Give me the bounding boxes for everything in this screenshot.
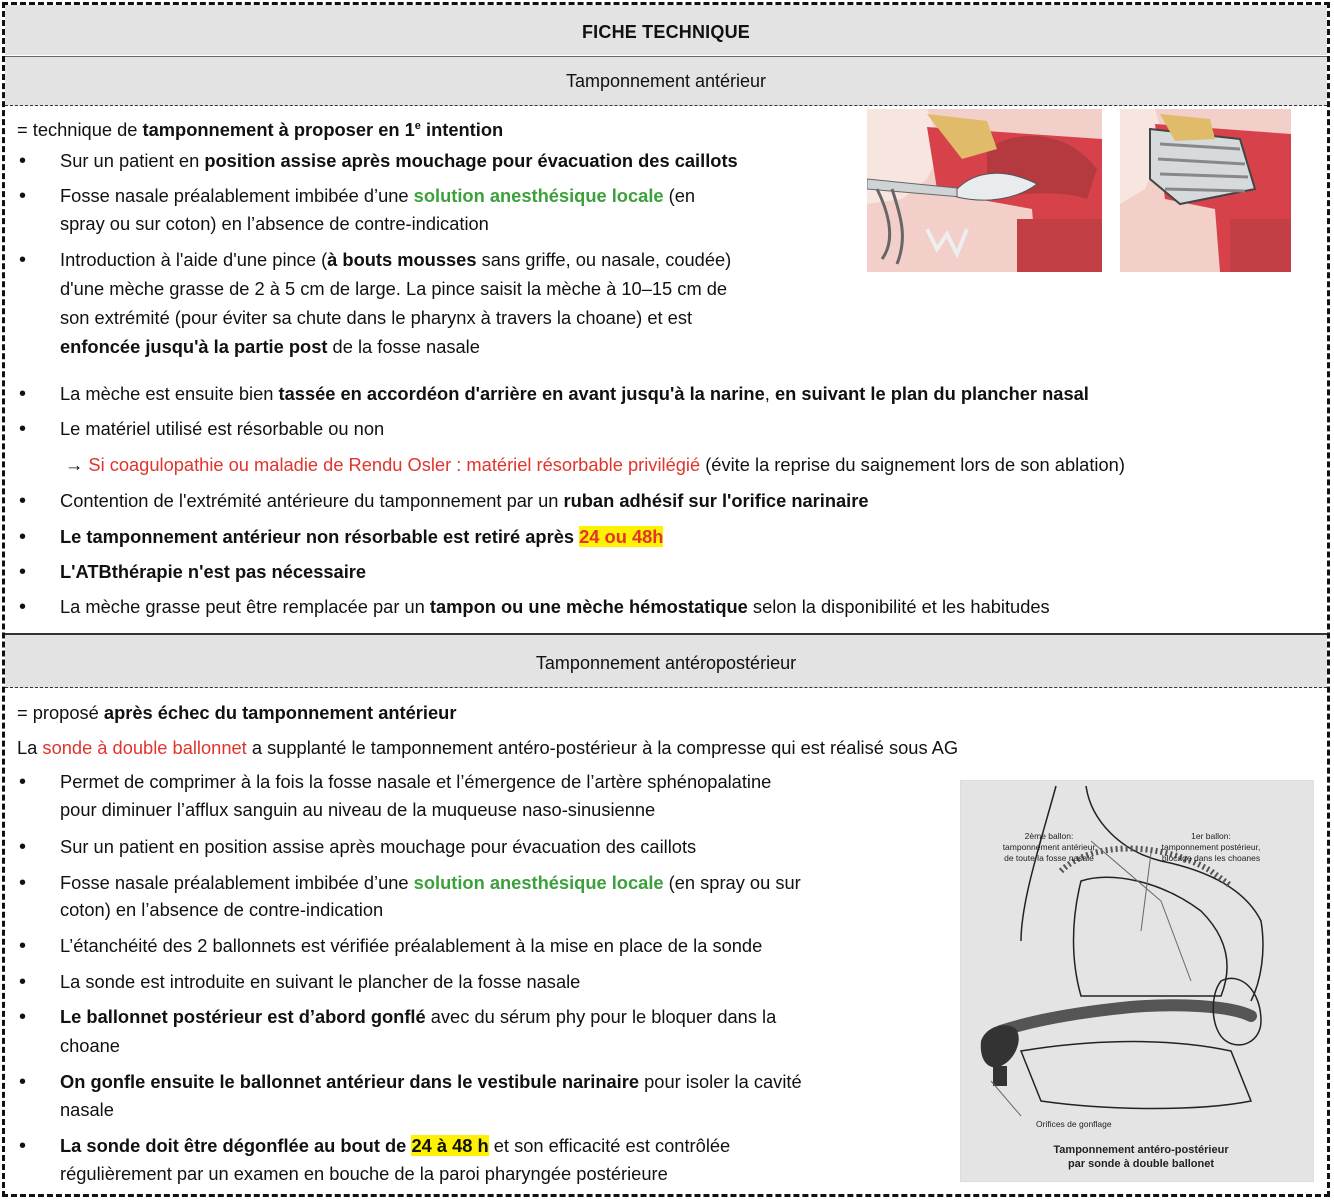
- list-item: La sonde doit être dégonflée au bout de 24 à 48 h et son efficacité est contrôlée: [60, 1135, 731, 1156]
- technical-sheet: [2, 2, 1330, 1197]
- bullet: •: [19, 383, 27, 405]
- bullet: •: [19, 771, 27, 793]
- label-second-balloon: 2ème ballon: tamponnement antérieur de toute la fosse nasale: [1002, 831, 1096, 863]
- bullet: •: [19, 526, 27, 548]
- list-item-cont: son extrémité (pour éviter sa chute dans le pharynx à travers la choane) et est: [60, 307, 693, 328]
- list-item-cont: d'une mèche grasse de 2 à 5 cm de large. La pince saisit la mèche à 10–15 cm de: [60, 278, 728, 299]
- bullet: •: [19, 490, 27, 512]
- list-item: La sonde est introduite en suivant le plancher de la fosse nasale: [60, 971, 581, 992]
- anterior-packing-result-illustration: [1120, 109, 1291, 272]
- list-item-cont: régulièrement par un examen en bouche de la paroi pharyngée postérieure: [60, 1163, 668, 1184]
- page-title: FICHE TECHNIQUE: [5, 5, 1327, 55]
- list-item: On gonfle ensuite le ballonnet antérieur dans le vestibule narinaire pour isoler la cavité: [60, 1071, 802, 1092]
- intro-anteroposterior: = proposé après échec du tamponnement antérieur: [17, 702, 457, 723]
- bullet: •: [19, 249, 27, 271]
- label-inflation-orifices: Orifices de gonflage: [1036, 1119, 1112, 1129]
- list-item: La mèche est ensuite bien tassée en accordéon d'arrière en avant jusqu'à la narine, en suivant le plan du plancher nasal: [60, 383, 1089, 404]
- list-item: Fosse nasale préalablement imbibée d’une solution anesthésique locale (en spray ou sur: [60, 872, 801, 893]
- list-item: Le tamponnement antérieur non résorbable est retiré après 24 ou 48h: [60, 526, 664, 547]
- list-item: L'ATBthérapie n'est pas nécessaire: [60, 561, 367, 582]
- list-item-cont: choane: [60, 1035, 120, 1056]
- bullet: •: [19, 1135, 27, 1157]
- list-item: Contention de l'extrémité antérieure du tamponnement par un ruban adhésif sur l'orifice narinaire: [60, 490, 869, 511]
- bullet: •: [19, 150, 27, 172]
- list-item: Fosse nasale préalablement imbibée d’une solution anesthésique locale (en: [60, 185, 696, 206]
- bullet: •: [19, 872, 27, 894]
- bullet: •: [19, 418, 27, 440]
- bullet: •: [19, 1006, 27, 1028]
- intro-line-2: La sonde à double ballonnet a supplanté le tamponnement antéro-postérieur à la compresse qui est réalisé sous AG: [17, 737, 959, 758]
- anterior-packing-illustration: [867, 109, 1102, 272]
- bullet: •: [19, 1071, 27, 1093]
- list-item: Permet de comprimer à la fois la fosse nasale et l’émergence de l’artère sphénopalatine: [60, 771, 772, 792]
- bullet: •: [19, 971, 27, 993]
- list-subitem: → Si coagulopathie ou maladie de Rendu Osler : matériel résorbable privilégié (évite la reprise du saignement lors de son ablation): [65, 454, 1125, 475]
- double-balloon-diagram: [960, 780, 1314, 1182]
- section-heading-anteroposterior: Tamponnement antéropostérieur: [5, 633, 1327, 688]
- bullet: •: [19, 596, 27, 618]
- list-item: Sur un patient en position assise après mouchage pour évacuation des caillots: [60, 836, 697, 857]
- list-item-cont: pour diminuer l’afflux sanguin au niveau de la muqueuse naso-sinusienne: [60, 799, 656, 820]
- list-item-cont: coton) en l’absence de contre-indication: [60, 899, 384, 920]
- section-heading-anterior: Tamponnement antérieur: [5, 56, 1327, 106]
- list-item: La mèche grasse peut être remplacée par un tampon ou une mèche hémostatique selon la disponibilité et les habitudes: [60, 596, 1050, 617]
- bullet: •: [19, 836, 27, 858]
- bullet: •: [19, 561, 27, 583]
- list-item: Le matériel utilisé est résorbable ou non: [60, 418, 385, 439]
- list-item: L’étanchéité des 2 ballonnets est vérifiée préalablement à la mise en place de la sonde: [60, 935, 763, 956]
- intro-anterior: = technique de tamponnement à proposer en 1e intention: [17, 119, 504, 141]
- list-item: Sur un patient en position assise après mouchage pour évacuation des caillots: [60, 150, 738, 171]
- bullet: •: [19, 185, 27, 207]
- list-item-cont: enfoncée jusqu'à la partie post de la fosse nasale: [60, 336, 480, 357]
- bullet: •: [19, 935, 27, 957]
- list-item-cont: spray ou sur coton) en l’absence de contre-indication: [60, 213, 489, 234]
- list-item: Le ballonnet postérieur est d’abord gonflé avec du sérum phy pour le bloquer dans la: [60, 1006, 777, 1027]
- label-first-balloon: 1er ballon: tamponnement postérieur, blocage dans les choanes: [1161, 831, 1261, 863]
- list-item: Introduction à l'aide d'une pince (à bouts mousses sans griffe, ou nasale, coudée): [60, 249, 732, 270]
- diagram-caption: Tamponnement antéro-postérieur par sonde à double ballonet: [1053, 1144, 1229, 1170]
- list-item-cont: nasale: [60, 1099, 114, 1120]
